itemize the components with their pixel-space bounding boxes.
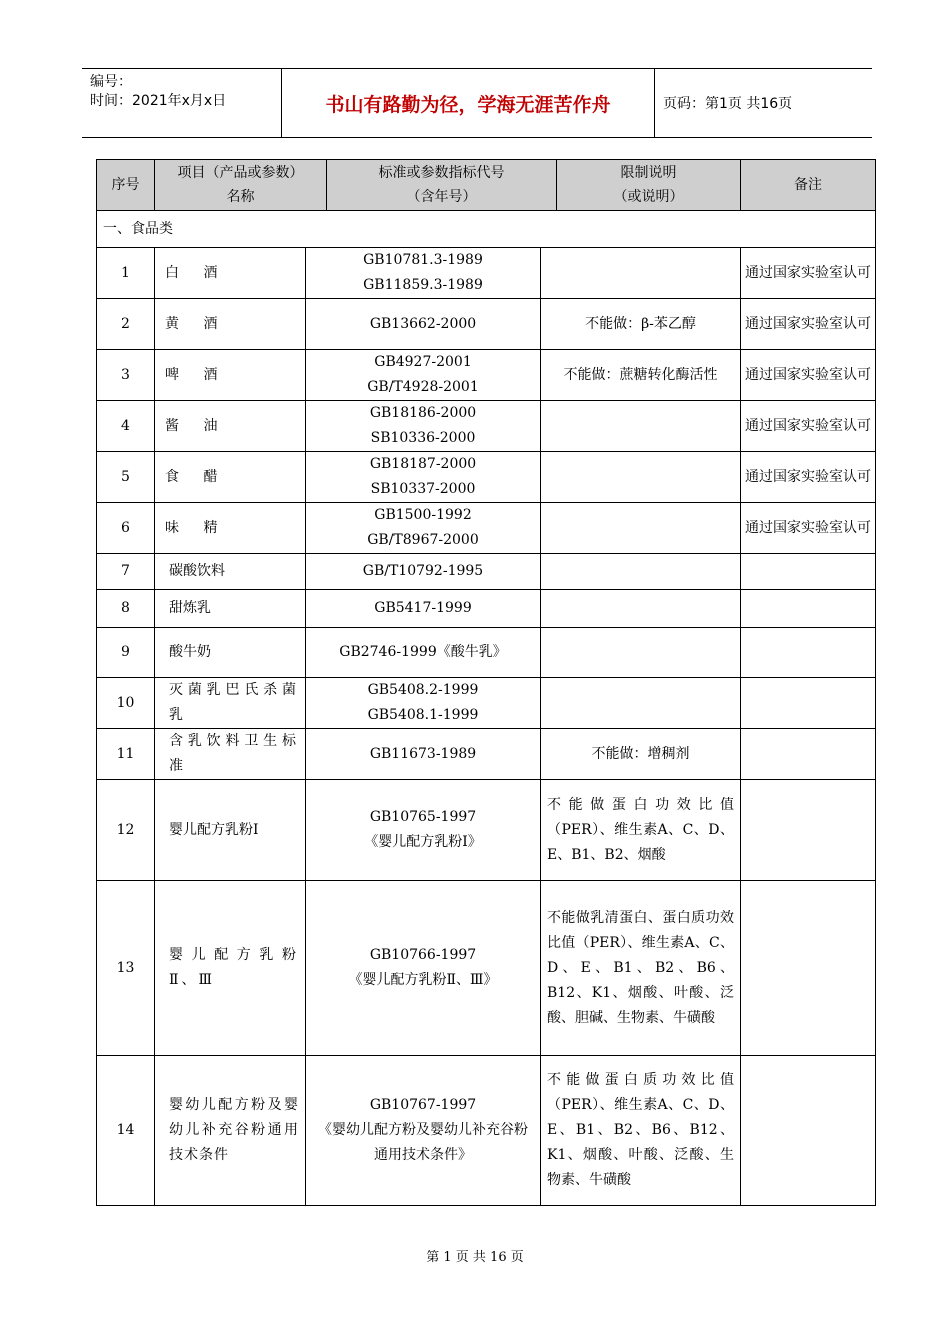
limit-note — [541, 678, 741, 729]
standard-code — [306, 401, 541, 452]
row-number: 6 — [97, 503, 155, 554]
remark: 通过国家实验室认可 — [741, 350, 876, 401]
standard-code-line: 《婴儿配方乳粉Ⅰ》 — [364, 834, 482, 850]
item-name: 婴儿配方乳粉Ⅰ — [155, 780, 306, 881]
standard-code-line: 《婴儿配方乳粉Ⅱ、Ⅲ》 — [348, 972, 498, 988]
item-name: 含乳饮料卫生标准 — [155, 729, 306, 780]
standard-code-line: 《婴幼儿配方粉及婴幼儿补充谷粉 通用技术条件》 — [318, 1122, 528, 1163]
limit-note — [541, 628, 741, 678]
table-row — [97, 1056, 876, 1206]
table-row — [97, 780, 876, 881]
item-name: 黄 酒 — [155, 299, 306, 350]
limit-note — [541, 248, 741, 299]
standard-code-line: GB18186-2000 — [369, 405, 477, 421]
header-item — [155, 160, 327, 210]
remark — [741, 678, 876, 729]
limit-note: 不能做乳清蛋白、蛋白质功效比值（PER）、维生素A、C、D、E、B1、B2、B6、B12、K1、烟酸、叶酸、泛酸、胆碱、生物素、牛磺酸 — [541, 881, 741, 1056]
section-row — [97, 211, 876, 248]
standard-code-line: GB11673-1989 — [369, 745, 477, 762]
item-name: 味 精 — [155, 503, 306, 554]
header-seq: 序号 — [97, 160, 155, 210]
standard-code-line: GB5408.2-1999 — [367, 682, 479, 698]
standard-code — [306, 780, 541, 881]
table-row — [97, 678, 876, 729]
row-number: 10 — [97, 678, 155, 729]
item-name: 食 醋 — [155, 452, 306, 503]
table-row — [97, 729, 876, 780]
standard-code-line: SB10336-2000 — [370, 430, 476, 446]
item-name: 白 酒 — [155, 248, 306, 299]
remark: 通过国家实验室认可 — [741, 401, 876, 452]
header-motto: 书山有路勤为径，学海无涯苦作舟 — [282, 69, 655, 137]
table-row — [97, 452, 876, 503]
standard-code-line: GB1500-1992 — [374, 507, 472, 523]
standard-code-line: GB/T4928-2001 — [367, 379, 479, 395]
limit-note: 不能做蛋白功效比值（PER）、维生素A、C、D、E、B1、B2、烟酸 — [541, 780, 741, 881]
page-header — [82, 68, 872, 138]
remark — [741, 1056, 876, 1206]
row-number: 9 — [97, 628, 155, 678]
standard-code — [306, 1056, 541, 1206]
limit-note: 不能做：蔗糖转化酶活性 — [541, 350, 741, 401]
document-number-label: 编号： — [90, 74, 132, 90]
remark — [741, 628, 876, 678]
limit-note — [541, 452, 741, 503]
standard-code — [306, 590, 541, 628]
standard-code — [306, 729, 541, 780]
header-cells — [97, 160, 741, 211]
remark — [741, 780, 876, 881]
table-row — [97, 401, 876, 452]
header-limit-line1: 限制说明 — [620, 165, 677, 181]
standard-code — [306, 503, 541, 554]
standard-code-line: GB10767-1997 — [369, 1097, 477, 1113]
standard-code-line: GB4927-2001 — [374, 354, 472, 370]
limit-note — [541, 401, 741, 452]
standard-code-line: GB13662-2000 — [369, 315, 477, 332]
standard-code-line: GB10766-1997 — [369, 947, 477, 963]
item-name: 酸牛奶 — [155, 628, 306, 678]
item-name: 酱 油 — [155, 401, 306, 452]
document-date: 时间：2021年x月x日 — [90, 93, 227, 109]
item-name: 灭菌乳巴氏杀菌乳 — [155, 678, 306, 729]
standard-code — [306, 248, 541, 299]
remark — [741, 729, 876, 780]
row-number: 2 — [97, 299, 155, 350]
table-row — [97, 248, 876, 299]
limit-note — [541, 590, 741, 628]
standard-code-line: GB10765-1997 — [369, 809, 477, 825]
item-name: 碳酸饮料 — [155, 554, 306, 590]
limit-note: 不能做蛋白质功效比值（PER）、维生素A、C、D、E、B1、B2、B6、B12、K1、烟酸、叶酸、泛酸、生物素、牛磺酸 — [541, 1056, 741, 1206]
remark: 通过国家实验室认可 — [741, 452, 876, 503]
limit-note — [541, 503, 741, 554]
standard-code — [306, 350, 541, 401]
row-number: 1 — [97, 248, 155, 299]
remark — [741, 590, 876, 628]
table-row — [97, 299, 876, 350]
standard-code — [306, 678, 541, 729]
row-number: 13 — [97, 881, 155, 1056]
standard-code-line: GB5417-1999 — [374, 600, 472, 616]
standard-code-line: GB18187-2000 — [369, 456, 477, 472]
remark — [741, 554, 876, 590]
standard-code-line: GB/T10792-1995 — [362, 563, 484, 579]
table-row — [97, 503, 876, 554]
header-limit-line2: （或说明） — [613, 189, 684, 205]
item-name: 啤 酒 — [155, 350, 306, 401]
header-limit — [557, 160, 740, 210]
item-name: 婴幼儿配方粉及婴幼儿补充谷粉通用技术条件 — [155, 1056, 306, 1206]
table-row — [97, 350, 876, 401]
row-number: 11 — [97, 729, 155, 780]
row-number: 5 — [97, 452, 155, 503]
row-number: 3 — [97, 350, 155, 401]
header-standard-line2: （含年号） — [406, 189, 477, 205]
header-standard-line1: 标准或参数指标代号 — [378, 165, 505, 181]
standards-table — [96, 159, 876, 1206]
remark: 通过国家实验室认可 — [741, 503, 876, 554]
item-name: 婴儿配方乳粉Ⅱ、Ⅲ — [155, 881, 306, 1056]
section-title: 一、食品类 — [97, 211, 876, 248]
standard-code — [306, 881, 541, 1056]
table-row — [97, 554, 876, 590]
table-header-row — [97, 160, 876, 211]
row-number: 12 — [97, 780, 155, 881]
row-number: 4 — [97, 401, 155, 452]
row-number: 8 — [97, 590, 155, 628]
table-row — [97, 881, 876, 1056]
remark: 通过国家实验室认可 — [741, 248, 876, 299]
remark: 通过国家实验室认可 — [741, 299, 876, 350]
limit-note — [541, 554, 741, 590]
page-footer: 第 1 页 共 16 页 — [426, 1250, 524, 1265]
standard-code — [306, 299, 541, 350]
standard-code-line: GB5408.1-1999 — [367, 707, 479, 723]
row-number: 7 — [97, 554, 155, 590]
standard-code — [306, 628, 541, 678]
standard-code — [306, 452, 541, 503]
header-meta — [82, 69, 282, 137]
standard-code — [306, 554, 541, 590]
standard-code-line: SB10337-2000 — [370, 481, 476, 497]
table-row — [97, 628, 876, 678]
header-standard — [327, 160, 557, 210]
standard-code-line: GB11859.3-1989 — [363, 277, 483, 293]
limit-note: 不能做：β-苯乙醇 — [541, 299, 741, 350]
remark — [741, 881, 876, 1056]
standard-code-line: GB/T8967-2000 — [367, 532, 479, 548]
header-remark: 备注 — [741, 160, 876, 211]
table-row — [97, 590, 876, 628]
standard-code-line: GB2746-1999《酸牛乳》 — [339, 644, 507, 660]
item-name: 甜炼乳 — [155, 590, 306, 628]
standard-code-line: GB10781.3-1989 — [363, 252, 483, 268]
row-number: 14 — [97, 1056, 155, 1206]
header-item-line2: 名称 — [226, 189, 255, 205]
header-page-code: 页码：第1页 共16页 — [663, 96, 793, 112]
header-item-line1: 项目（产品或参数） — [177, 165, 304, 181]
limit-note: 不能做：增稠剂 — [541, 729, 741, 780]
